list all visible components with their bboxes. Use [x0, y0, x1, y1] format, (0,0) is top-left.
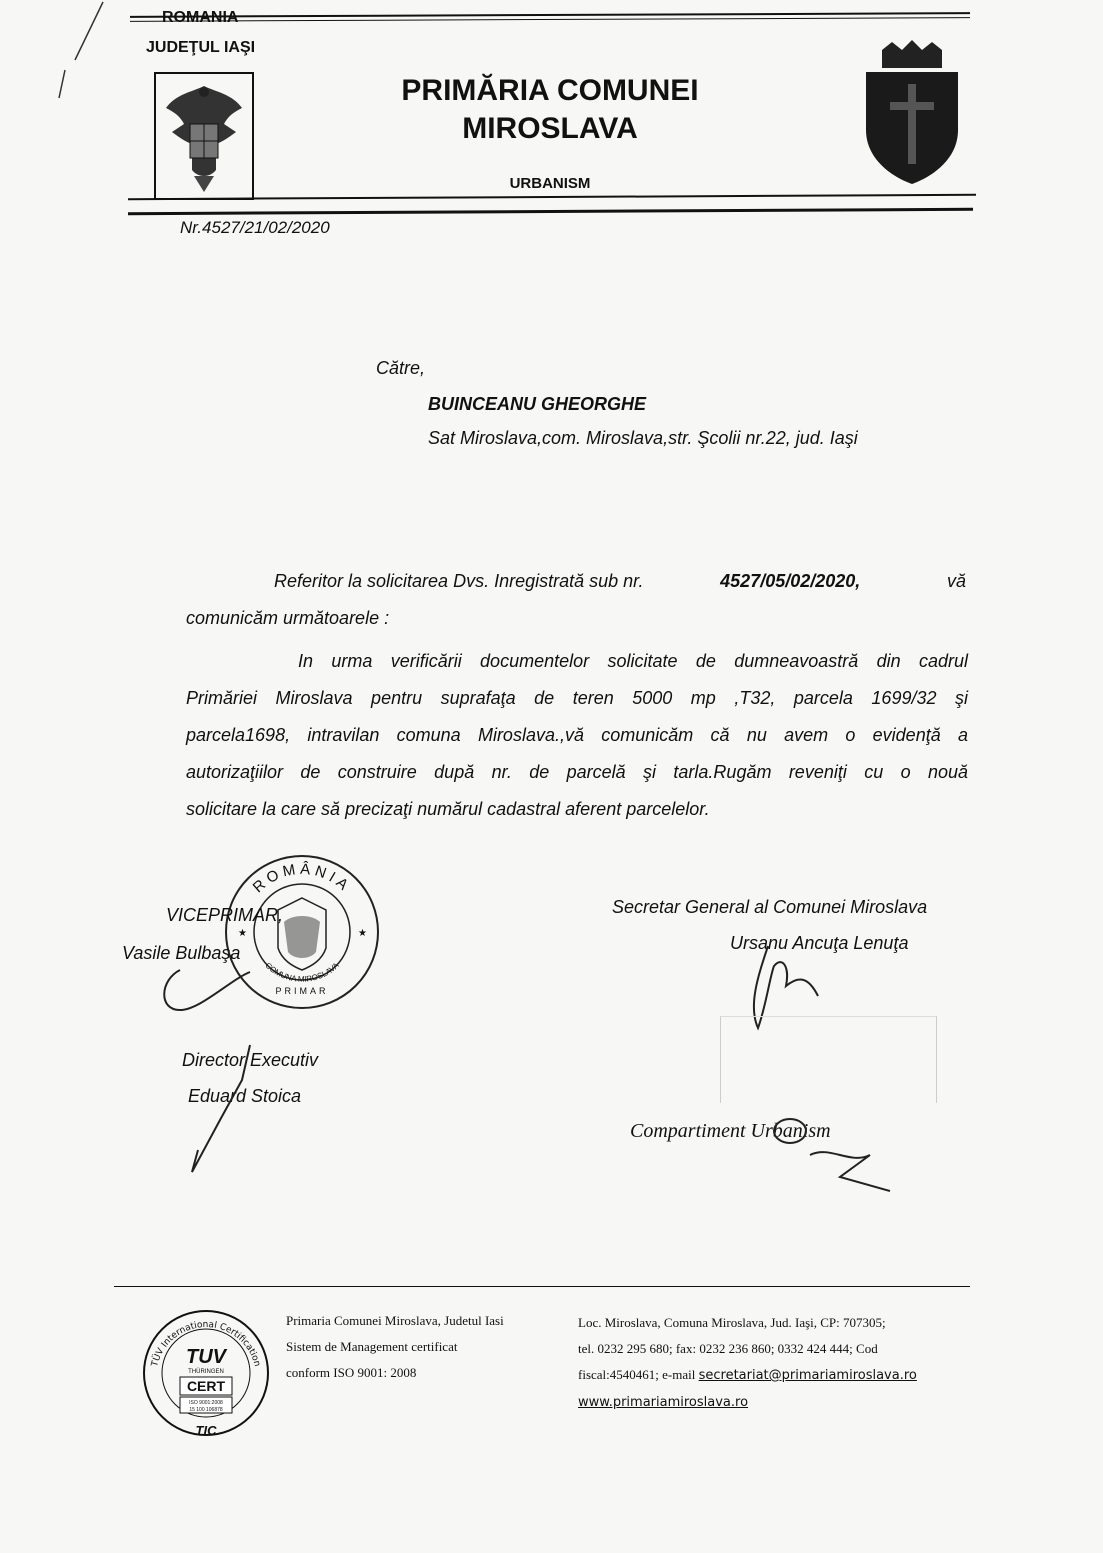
- compartment-signature: [770, 1115, 900, 1195]
- tuv-iso2: 15 100 106878: [189, 1407, 223, 1413]
- secretar-name: Ursanu Ancuţa Lenuţa: [730, 933, 909, 953]
- tuv-brand: TUV: [186, 1346, 226, 1368]
- tuv-sub: THÜRINGEN: [188, 1369, 224, 1375]
- footer-col2-line4: [578, 1389, 917, 1416]
- footer-col-1: [286, 1308, 504, 1386]
- tuv-cert-logo: [140, 1307, 272, 1439]
- department-label: URBANISM: [509, 175, 591, 192]
- header-country: ROMANIA: [162, 9, 239, 26]
- title-line-2: MIROSLAVA: [462, 112, 638, 145]
- viceprimar-title: VICEPRIMAR,: [166, 905, 284, 925]
- romania-coat-of-arms-icon: [154, 72, 254, 200]
- stamp-inner-text: PRIMAR: [275, 986, 329, 996]
- footer-email-link[interactable]: secretariat@primariamiroslava.ro: [698, 1368, 917, 1383]
- footer-col1-line2: Sistem de Management certificat: [286, 1339, 458, 1354]
- tuv-tic: TIC: [195, 1423, 217, 1438]
- svg-text:COMUNA MIROSLAVA: [263, 960, 341, 983]
- margin-pen-mark: [55, 0, 115, 100]
- footer-rule: [114, 1286, 970, 1287]
- title-line-1: PRIMĂRIA COMUNEI: [401, 74, 699, 107]
- compartment-label: Compartiment Urbanism: [630, 1120, 831, 1142]
- svg-text:★: ★: [238, 928, 247, 939]
- page-title: [340, 72, 760, 148]
- footer-website-link[interactable]: www.primariamiroslava.ro: [578, 1395, 749, 1410]
- stamp-bottom-text: COMUNA MIROSLAVA: [263, 960, 341, 984]
- footer-col-2: [578, 1310, 917, 1416]
- viceprimar-name: Vasile Bulbaşa: [122, 943, 241, 963]
- body-p2-line4: autorizaţiilor de construire după nr. de parcelă şi tarla.Rugăm reveniţi cu o nouă: [186, 762, 968, 782]
- header-county: JUDEŢUL IAŞI: [146, 39, 256, 56]
- body-p1-line2: comunicăm următoarele :: [186, 608, 390, 628]
- tuv-iso1: ISO 9001:2008: [189, 1400, 223, 1406]
- body-paragraph-2: [186, 643, 968, 828]
- tuv-ring-text: TÜV International Certification: [150, 1319, 262, 1368]
- recipient-name: BUINCEANU GHEORGHE: [428, 394, 647, 414]
- registration-number: Nr.4527/21/02/2020: [180, 218, 330, 237]
- salutation: Către,: [376, 358, 426, 378]
- body-p1-line1: [186, 563, 966, 600]
- footer-col2-line2: tel. 0232 295 680; fax: 0232 236 860; 0332 424 444; Cod: [578, 1341, 878, 1356]
- footer-col1-line3: conform ISO 9001: 2008: [286, 1365, 417, 1380]
- secretar-title: Secretar General al Comunei Miroslava: [612, 897, 928, 917]
- body-p2-line1: In urma verificării documentelor solicitate de dumneavoastră din cadrul: [298, 651, 968, 671]
- footer-col2-line1: Loc. Miroslava, Comuna Miroslava, Jud. Iaşi, CP: 707305;: [578, 1315, 886, 1330]
- footer-col2-line3: [578, 1362, 917, 1389]
- body-p2-line5: solicitare la care să precizaţi numărul cadastral aferent parcelelor.: [186, 799, 710, 819]
- faint-stamp-box: [720, 1016, 937, 1103]
- body-p2-line3: parcela1698, intravilan comuna Miroslava.,vă comunicăm că nu avem o evidenţă a: [186, 725, 968, 745]
- body-p1-tail: vă: [946, 571, 966, 591]
- header-top-rule-thin: [130, 17, 970, 22]
- body-paragraph-1: [186, 563, 966, 637]
- director-signature: [180, 1040, 280, 1180]
- body-p1-text: Referitor la solicitarea Dvs. Inregistrată sub nr.: [274, 571, 644, 591]
- footer-col2-fiscal: fiscal:4540461; e-mail: [578, 1367, 696, 1382]
- miroslava-coat-of-arms-icon: [862, 40, 962, 185]
- recipient-address: Sat Miroslava,com. Miroslava,str. Şcolii nr.22, jud. Iaşi: [428, 428, 858, 448]
- director-name: Eduard Stoica: [188, 1086, 302, 1106]
- viceprimar-signature: [150, 950, 270, 1020]
- footer-col1-line1: Primaria Comunei Miroslava, Judetul Iasi: [286, 1313, 504, 1328]
- body-p2-line2: Primăriei Miroslava pentru suprafaţa de teren 5000 mp ,T32, parcela 1699/32 şi: [186, 688, 968, 708]
- tuv-cert: CERT: [186, 1378, 226, 1394]
- director-title: Director Executiv: [182, 1050, 319, 1070]
- svg-text:★: ★: [358, 928, 367, 939]
- body-p1-number: 4527/05/02/2020,: [720, 571, 861, 591]
- header-bottom-rule: [128, 194, 976, 200]
- stamp-top-text: ROMÂNIA: [249, 860, 355, 897]
- header-bottom-rule-thin: [128, 208, 973, 215]
